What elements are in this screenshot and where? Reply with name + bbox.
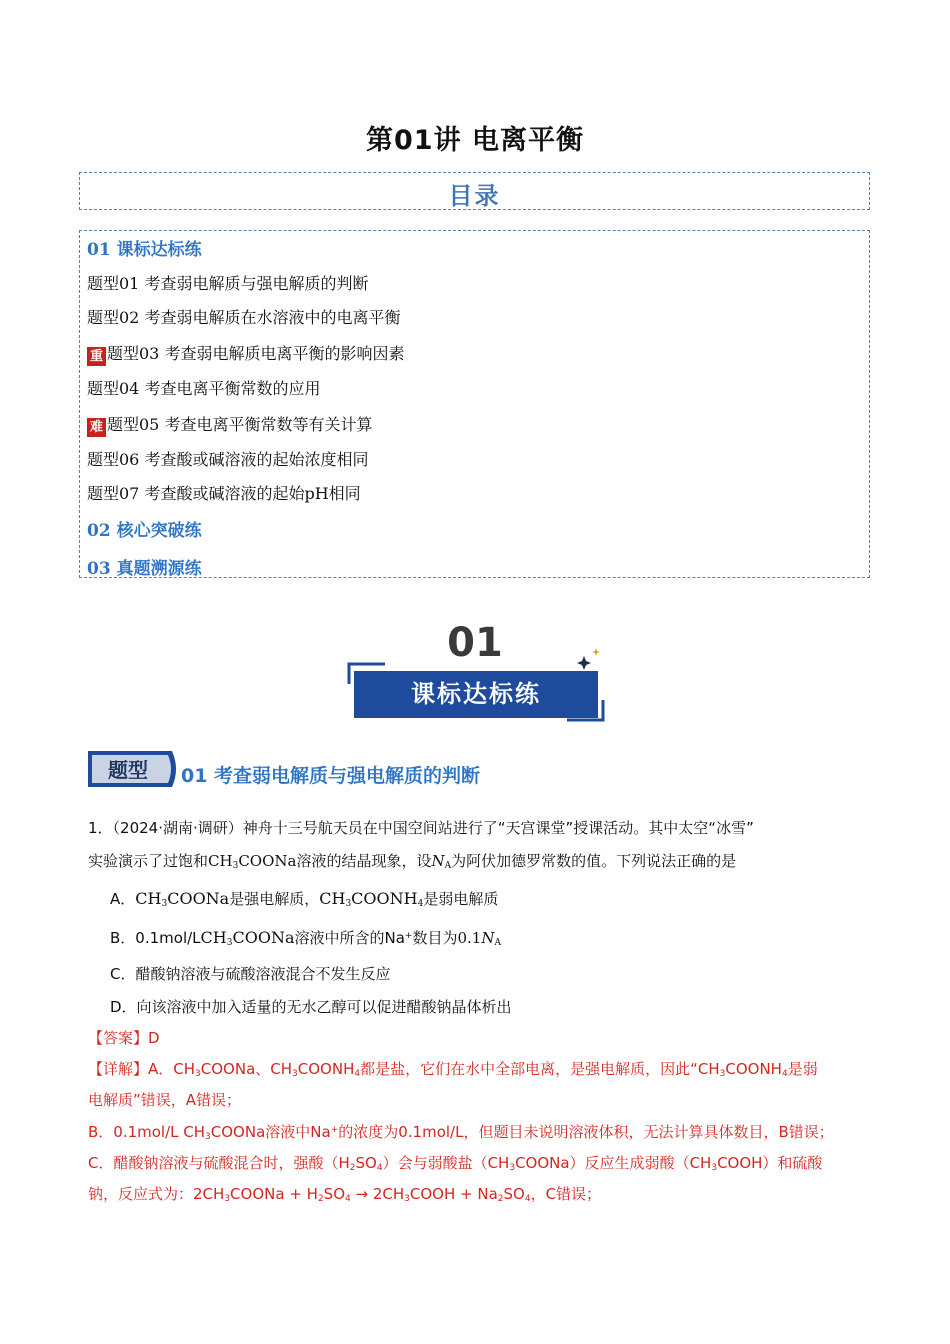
page-title: 第01讲 电离平衡	[366, 125, 584, 156]
toc-section-1[interactable]: 01 课标达标练	[87, 240, 202, 260]
question-type-title: 01 考查弱电解质与强电解质的判断	[181, 765, 481, 787]
question-line-2: 实验演示了过饱和$CH_3COONa$溶液的结晶现象，设$N_A$为阿伏加德罗常数的值。下列说法正确的是	[88, 852, 737, 871]
detail-a-line-2: 电解质”错误，A错误；	[88, 1091, 242, 1109]
section-banner: 课标达标练	[354, 671, 598, 718]
detail-c-line-2: 钠，反应式为：$2CH_3COONa + H_2SO_4$ → $2CH_3COOH + Na_2SO_4$，C错误；	[88, 1185, 602, 1204]
sparkle-icon	[576, 646, 604, 670]
formula-ch3coona: $CH_3COONa$	[208, 852, 297, 871]
detail-b: B．0.1mol/L $CH_3COONa$溶液中Na+的浓度为0.1mol/L，但题目未说明溶液体积，无法计算具体数目，B错误；	[88, 1123, 834, 1142]
toc-section-2[interactable]: 02 核心突破练	[87, 521, 202, 541]
answer-label: 【答案】D	[88, 1029, 160, 1047]
toc-heading: 目录	[448, 182, 501, 210]
toc-heading-box	[79, 172, 870, 210]
toc-item-3[interactable]: 重 题型03 考查弱电解质电离平衡的影响因素	[87, 341, 404, 366]
toc-list	[79, 230, 870, 578]
toc-section-3[interactable]: 03 真题溯源练	[87, 559, 202, 579]
question-type-badge-text: 题型	[108, 758, 148, 782]
question-source: （2024·湖南·调研）	[112, 819, 243, 837]
toc-item-5[interactable]: 难 题型05 考查电离平衡常数等有关计算	[87, 412, 372, 437]
question-number: 1．	[88, 819, 113, 837]
toc-item-7[interactable]: 题型07 考查酸或碱溶液的起始pH相同	[87, 484, 361, 503]
option-d[interactable]: D．向该溶液中加入适量的无水乙醇可以促进醋酸钠晶体析出	[110, 998, 512, 1016]
toc-item-1[interactable]: 题型01 考查弱电解质与强电解质的判断	[87, 274, 369, 293]
avogadro-symbol: $N_A$	[431, 852, 452, 871]
toc-item-2[interactable]: 题型02 考查弱电解质在水溶液中的电离平衡	[87, 308, 401, 327]
option-c[interactable]: C．醋酸钠溶液与硫酸溶液混合不发生反应	[110, 965, 391, 983]
option-a[interactable]: A．$CH_3COONa$是强电解质，$CH_3COONH_4$是弱电解质	[110, 889, 499, 909]
option-b[interactable]: B．$0.1mol/LCH_3COONa$溶液中所含的Na+数目为$0.1N_A$	[110, 928, 501, 948]
hard-badge: 难	[87, 418, 106, 437]
toc-item-6[interactable]: 题型06 考查酸或碱溶液的起始浓度相同	[87, 450, 369, 469]
detail-c-line-1: C．醋酸钠溶液与硫酸混合时，强酸$(H_2SO_4)$会与弱酸盐$(CH_3COONa)$反应生成弱酸$(CH_3COOH)$和硫酸	[88, 1154, 823, 1173]
question-type-badge-icon	[88, 751, 180, 787]
detail-a-line-1: 【详解】A．$CH_3COONa$、$CH_3COONH_4$都是盐，它们在水中全部电离，是强电解质，因此“$CH_3COONH_4$是弱	[88, 1060, 818, 1079]
key-badge: 重	[87, 347, 106, 366]
toc-item-4[interactable]: 题型04 考查电离平衡常数的应用	[87, 379, 321, 398]
question-line-1: 1．（2024·湖南·调研）神舟十三号航天员在中国空间站进行了“天宫课堂”授课活动。其中太空“冰雪”	[88, 819, 754, 837]
section-number: 01	[447, 620, 503, 666]
